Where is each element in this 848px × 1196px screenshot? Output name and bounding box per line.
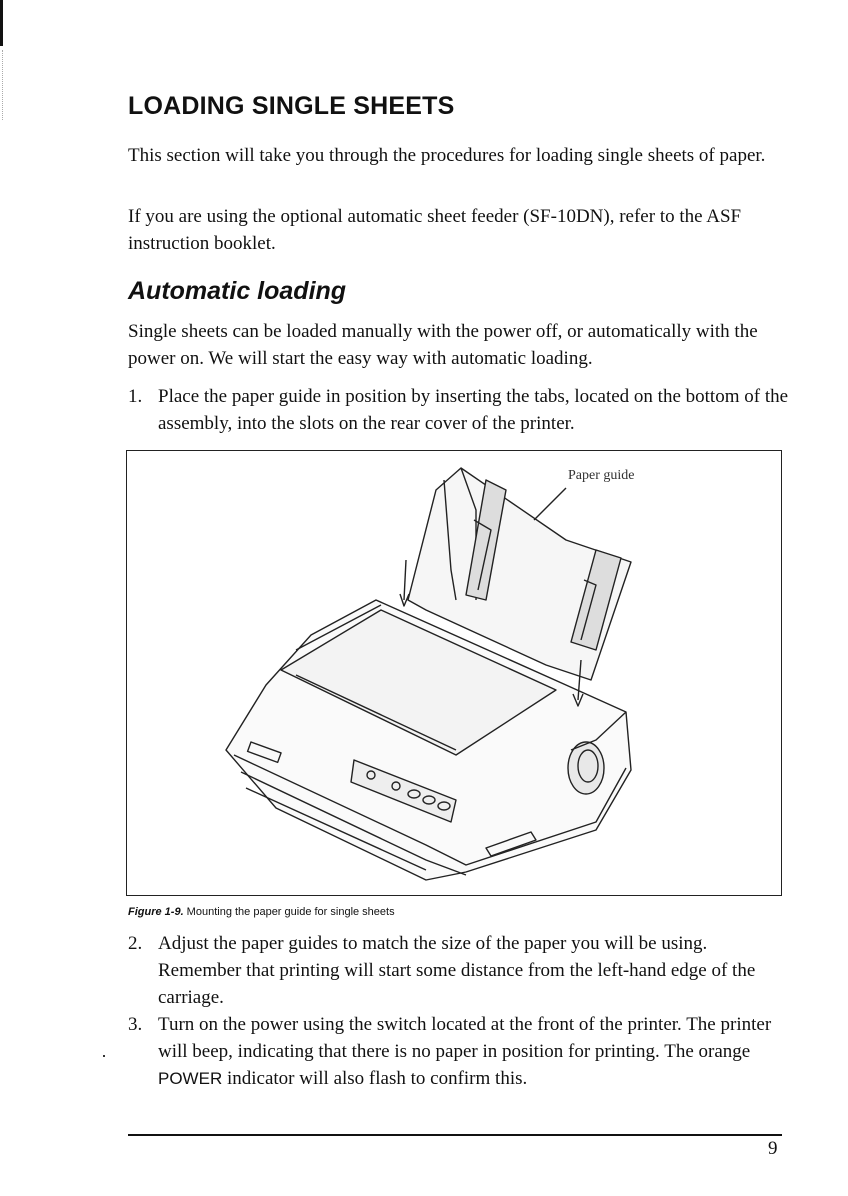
step-text: Place the paper guide in position by inserting the tabs, located on the bottom of the assembly, into the slots on the rear cover of the printer.	[158, 386, 789, 434]
step-text	[158, 1011, 790, 1092]
intro-paragraph-1: This section will take you through the procedures for loading single sheets of paper.	[128, 145, 766, 166]
step-text-pre: Turn on the power using the switch located at the front of the printer. The printer will beep, indicating that there is no paper in position for printing. The orange	[158, 1014, 772, 1062]
figure-caption-text: Mounting the paper guide for single sheets	[183, 906, 395, 918]
intro-paragraph-2: If you are using the optional automatic sheet feeder (SF-10DN), refer to the ASF instruction booklet.	[128, 206, 742, 254]
subsection-title: Automatic loading	[128, 277, 347, 305]
footer-rule	[128, 1134, 782, 1136]
step-text-post: indicator will also flash to confirm this.	[222, 1068, 528, 1089]
section-title: LOADING SINGLE SHEETS	[128, 92, 455, 120]
printer-illustration	[126, 450, 782, 896]
step-number: 2.	[128, 933, 143, 954]
step-number: 3.	[128, 1014, 143, 1035]
page-edge-mark	[0, 0, 3, 46]
power-keyword: POWER	[158, 1069, 223, 1088]
figure-caption-id: Figure 1-9.	[128, 906, 184, 918]
step-number: 1.	[128, 386, 143, 407]
margin-dot	[103, 1055, 105, 1057]
subsection-paragraph: Single sheets can be loaded manually with the power off, or automatically with the power on. We will start the easy way with automatic loading.	[128, 321, 758, 369]
figure-label-paper-guide: Paper guide	[568, 468, 635, 483]
step-text: Adjust the paper guides to match the size of the paper you will be using. Remember that printing will start some distance from the left-hand edge of the carriage.	[158, 933, 756, 1008]
page-number: 9	[768, 1138, 778, 1159]
figure-caption	[128, 906, 395, 918]
page-edge-dots	[2, 50, 11, 120]
